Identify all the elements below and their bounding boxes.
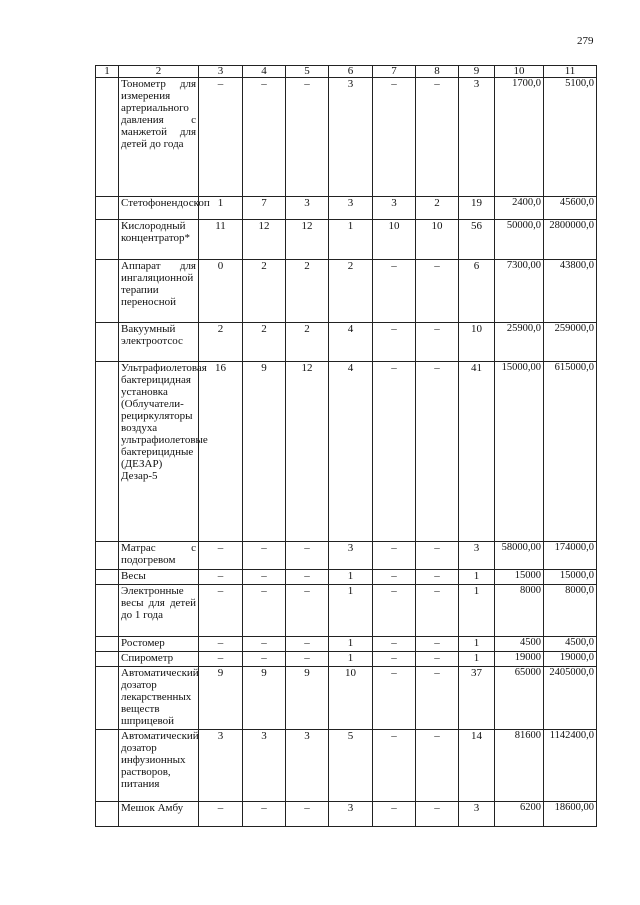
item-name-cell: Стетофонендоскоп — [119, 197, 199, 220]
cell-c10: 7300,00 — [495, 260, 544, 323]
column-header-9: 9 — [459, 66, 495, 78]
cell-c5: – — [286, 542, 329, 570]
cell-c3: 0 — [199, 260, 243, 323]
cell-c1 — [96, 220, 119, 260]
cell-c6: 10 — [329, 667, 373, 730]
item-name-cell: Автоматический дозатор лекарственных веществ шприцевой — [119, 667, 199, 730]
header-row — [96, 66, 597, 78]
cell-c1 — [96, 570, 119, 585]
cell-c11: 43800,0 — [544, 260, 597, 323]
cell-c9: 3 — [459, 802, 495, 827]
cell-c8: – — [416, 667, 459, 730]
cell-c1 — [96, 542, 119, 570]
cell-c7: – — [373, 260, 416, 323]
cell-c11: 174000,0 — [544, 542, 597, 570]
cell-c4: 9 — [243, 667, 286, 730]
cell-c4: – — [243, 78, 286, 197]
cell-c7: – — [373, 730, 416, 802]
cell-c11: 19000,0 — [544, 652, 597, 667]
cell-c11: 2800000,0 — [544, 220, 597, 260]
cell-c10: 25900,0 — [495, 323, 544, 362]
cell-c10: 4500 — [495, 637, 544, 652]
cell-c1 — [96, 637, 119, 652]
column-header-5: 5 — [286, 66, 329, 78]
cell-c6: 4 — [329, 323, 373, 362]
cell-c1 — [96, 362, 119, 542]
page-number: 279 — [577, 35, 594, 47]
column-header-2: 2 — [119, 66, 199, 78]
cell-c7: – — [373, 362, 416, 542]
table-row — [96, 260, 597, 323]
cell-c6: 3 — [329, 542, 373, 570]
cell-c10: 1700,0 — [495, 78, 544, 197]
item-name-cell: Электронные весы для детей до 1 года — [119, 585, 199, 637]
cell-c6: 1 — [329, 585, 373, 637]
cell-c10: 65000 — [495, 667, 544, 730]
column-header-6: 6 — [329, 66, 373, 78]
cell-c1 — [96, 652, 119, 667]
cell-c4: – — [243, 542, 286, 570]
cell-c3: 9 — [199, 667, 243, 730]
cell-c5: – — [286, 652, 329, 667]
cell-c5: – — [286, 802, 329, 827]
cell-c9: 10 — [459, 323, 495, 362]
item-name-cell: Тонометр для измерения артериального давления с манжетой для детей до года — [119, 78, 199, 197]
cell-c4: – — [243, 570, 286, 585]
cell-c6: 4 — [329, 362, 373, 542]
item-name-cell: Ультрафиолетовая бактерицидная установка (Облучатели-рециркуляторы воздуха ультрафиолетовые бактерицидные (ДЕЗАР) Дезар-5 — [119, 362, 199, 542]
cell-c11: 259000,0 — [544, 323, 597, 362]
table-row — [96, 667, 597, 730]
cell-c5: – — [286, 570, 329, 585]
cell-c11: 45600,0 — [544, 197, 597, 220]
cell-c5: 3 — [286, 730, 329, 802]
cell-c8: – — [416, 260, 459, 323]
cell-c7: – — [373, 637, 416, 652]
item-name-cell: Спирометр — [119, 652, 199, 667]
cell-c6: 5 — [329, 730, 373, 802]
cell-c3: 16 — [199, 362, 243, 542]
cell-c8: – — [416, 585, 459, 637]
cell-c9: 1 — [459, 637, 495, 652]
cell-c6: 1 — [329, 570, 373, 585]
cell-c1 — [96, 323, 119, 362]
cell-c8: – — [416, 542, 459, 570]
cell-c5: – — [286, 585, 329, 637]
table-row — [96, 220, 597, 260]
cell-c8: – — [416, 323, 459, 362]
cell-c11: 4500,0 — [544, 637, 597, 652]
cell-c10: 58000,00 — [495, 542, 544, 570]
cell-c4: – — [243, 652, 286, 667]
cell-c5: 3 — [286, 197, 329, 220]
item-name-cell: Мешок Амбу — [119, 802, 199, 827]
cell-c3: – — [199, 652, 243, 667]
cell-c9: 37 — [459, 667, 495, 730]
cell-c8: – — [416, 652, 459, 667]
cell-c7: – — [373, 585, 416, 637]
cell-c3: 2 — [199, 323, 243, 362]
column-header-8: 8 — [416, 66, 459, 78]
table-row — [96, 570, 597, 585]
cell-c5: 2 — [286, 323, 329, 362]
cell-c1 — [96, 730, 119, 802]
table-row — [96, 362, 597, 542]
cell-c9: 41 — [459, 362, 495, 542]
cell-c9: 1 — [459, 585, 495, 637]
table-row — [96, 652, 597, 667]
cell-c1 — [96, 667, 119, 730]
cell-c10: 2400,0 — [495, 197, 544, 220]
cell-c11: 18600,00 — [544, 802, 597, 827]
item-name-cell: Аппарат для ингаляционной терапии переносной — [119, 260, 199, 323]
cell-c5: 12 — [286, 220, 329, 260]
column-header-1: 1 — [96, 66, 119, 78]
cell-c7: – — [373, 667, 416, 730]
cell-c9: 1 — [459, 570, 495, 585]
cell-c4: 2 — [243, 260, 286, 323]
item-name-cell: Матрас с подогревом — [119, 542, 199, 570]
cell-c5: 2 — [286, 260, 329, 323]
cell-c5: 12 — [286, 362, 329, 542]
cell-c9: 3 — [459, 78, 495, 197]
cell-c5: – — [286, 637, 329, 652]
cell-c4: – — [243, 585, 286, 637]
cell-c3: – — [199, 585, 243, 637]
cell-c6: 1 — [329, 220, 373, 260]
cell-c11: 5100,0 — [544, 78, 597, 197]
cell-c11: 8000,0 — [544, 585, 597, 637]
table-row — [96, 637, 597, 652]
cell-c8: 2 — [416, 197, 459, 220]
cell-c10: 19000 — [495, 652, 544, 667]
cell-c7: – — [373, 802, 416, 827]
cell-c8: – — [416, 802, 459, 827]
cell-c10: 50000,0 — [495, 220, 544, 260]
cell-c6: 2 — [329, 260, 373, 323]
item-name-cell: Весы — [119, 570, 199, 585]
table-row — [96, 78, 597, 197]
cell-c8: – — [416, 637, 459, 652]
cell-c1 — [96, 78, 119, 197]
cell-c3: – — [199, 78, 243, 197]
cell-c3: – — [199, 802, 243, 827]
item-name-cell: Кислородный концентратор* — [119, 220, 199, 260]
cell-c11: 1142400,0 — [544, 730, 597, 802]
cell-c11: 615000,0 — [544, 362, 597, 542]
cell-c7: – — [373, 652, 416, 667]
cell-c10: 15000,00 — [495, 362, 544, 542]
cell-c10: 15000 — [495, 570, 544, 585]
equipment-table — [95, 65, 597, 827]
cell-c8: – — [416, 362, 459, 542]
cell-c10: 8000 — [495, 585, 544, 637]
cell-c1 — [96, 260, 119, 323]
cell-c1 — [96, 197, 119, 220]
cell-c4: 12 — [243, 220, 286, 260]
table-row — [96, 323, 597, 362]
column-header-3: 3 — [199, 66, 243, 78]
cell-c4: 3 — [243, 730, 286, 802]
column-header-11: 11 — [544, 66, 597, 78]
cell-c6: 1 — [329, 637, 373, 652]
cell-c8: – — [416, 78, 459, 197]
cell-c7: – — [373, 542, 416, 570]
cell-c9: 56 — [459, 220, 495, 260]
cell-c1 — [96, 802, 119, 827]
cell-c8: – — [416, 570, 459, 585]
cell-c9: 1 — [459, 652, 495, 667]
cell-c4: 9 — [243, 362, 286, 542]
cell-c7: – — [373, 78, 416, 197]
column-header-7: 7 — [373, 66, 416, 78]
cell-c11: 2405000,0 — [544, 667, 597, 730]
cell-c4: – — [243, 802, 286, 827]
cell-c3: 11 — [199, 220, 243, 260]
cell-c3: – — [199, 570, 243, 585]
cell-c6: 1 — [329, 652, 373, 667]
cell-c9: 3 — [459, 542, 495, 570]
cell-c6: 3 — [329, 78, 373, 197]
table-row — [96, 802, 597, 827]
cell-c9: 19 — [459, 197, 495, 220]
cell-c3: 1 — [199, 197, 243, 220]
cell-c9: 14 — [459, 730, 495, 802]
table-row — [96, 542, 597, 570]
item-name-cell: Автоматический дозатор инфузионных растворов, питания — [119, 730, 199, 802]
cell-c4: 2 — [243, 323, 286, 362]
cell-c7: – — [373, 323, 416, 362]
table-row — [96, 730, 597, 802]
cell-c3: – — [199, 637, 243, 652]
column-header-10: 10 — [495, 66, 544, 78]
cell-c5: – — [286, 78, 329, 197]
table-body — [96, 66, 597, 827]
item-name-cell: Вакуумный электроотсос — [119, 323, 199, 362]
cell-c3: – — [199, 542, 243, 570]
item-name-cell: Ростомер — [119, 637, 199, 652]
cell-c8: 10 — [416, 220, 459, 260]
table-row — [96, 585, 597, 637]
table-row — [96, 197, 597, 220]
cell-c7: 3 — [373, 197, 416, 220]
column-header-4: 4 — [243, 66, 286, 78]
cell-c4: – — [243, 637, 286, 652]
cell-c7: – — [373, 570, 416, 585]
cell-c11: 15000,0 — [544, 570, 597, 585]
cell-c7: 10 — [373, 220, 416, 260]
cell-c6: 3 — [329, 802, 373, 827]
cell-c5: 9 — [286, 667, 329, 730]
cell-c10: 6200 — [495, 802, 544, 827]
cell-c10: 81600 — [495, 730, 544, 802]
cell-c4: 7 — [243, 197, 286, 220]
cell-c1 — [96, 585, 119, 637]
cell-c9: 6 — [459, 260, 495, 323]
cell-c8: – — [416, 730, 459, 802]
cell-c6: 3 — [329, 197, 373, 220]
cell-c3: 3 — [199, 730, 243, 802]
